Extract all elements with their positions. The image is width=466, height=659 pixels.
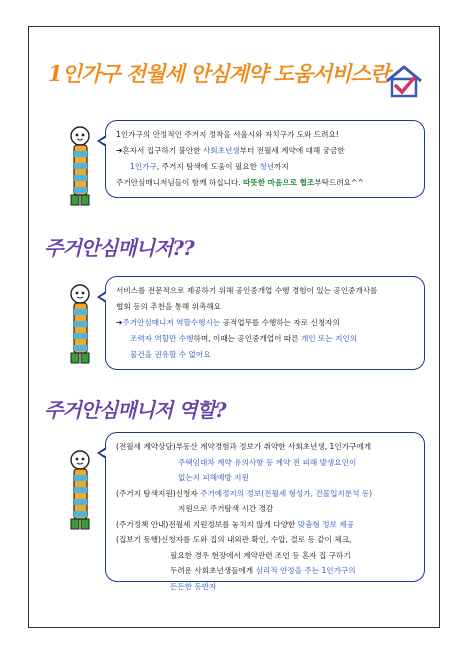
role-item-1-line-2: 주택임대차 계약 유의사항 등 계약 전 피해 발생요인이 bbox=[178, 457, 357, 467]
role-item-4-line-3: 두려운 사회초년생들에게 심리적 안정을 주는 1인가구의 bbox=[170, 566, 356, 575]
manager-box bbox=[105, 276, 425, 370]
mascot-character-icon bbox=[68, 124, 94, 208]
manager-line-1: 서비스를 전문적으로 제공하기 위해 공인중개업 수행 경험이 있는 공인중개사를 bbox=[116, 286, 378, 295]
manager-line-3: ➔주거안심매니저 역할수행시는 공적업무를 수행하는 자로 신청자의 bbox=[116, 318, 340, 327]
intro-line-1: 1인가구의 안정적인 주거지 정착을 서울시와 자치구가 도와 드려요! bbox=[116, 130, 339, 139]
manager-line-5: 물건을 권유할 수 없어요 bbox=[130, 350, 211, 359]
house-check-icon bbox=[384, 64, 424, 100]
role-item-4-line-4: 든든한 동반자 bbox=[170, 581, 217, 591]
intro-line-4: 주거안심매니저님들이 함께 하십니다. 따뜻한 마음으로 협조부탁드려요^^ bbox=[116, 178, 364, 187]
mascot-character-icon bbox=[68, 282, 94, 366]
role-item-4-line-2: 필요한 경우 현장에서 계약관련 조언 등 혼자 집 구하기 bbox=[170, 550, 351, 560]
section-heading-role: 주거안심매니저 역할? bbox=[44, 398, 226, 422]
intro-line-2: ➔혼자서 집구하기 불안한 사회초년생부터 전월세 계약에 대해 궁금한 bbox=[116, 146, 345, 155]
role-item-3-line-1: (주거정책 안내)전월세 지원정보를 놓치지 않게 다양한 맞춤형 정보 제공 bbox=[116, 519, 354, 529]
manager-line-4: 조력자 역할만 수행하며, 이때는 공인중개업이 따른 개인 또는 지인의 bbox=[130, 334, 358, 343]
intro-line-3: 1인가구, 주거지 탐색에 도움이 필요한 청년까지 bbox=[130, 162, 289, 171]
page-title: 1인가구 전월세 안심계약 도움서비스란 bbox=[48, 61, 390, 86]
role-item-1-line-1: (전월세 계약상담)부동산 계약경험과 정보가 취약한 사회초년생, 1인가구에게 bbox=[116, 442, 372, 451]
role-item-2-line-2: 지원으로 주거탐색 시간 경감 bbox=[178, 504, 274, 513]
role-box bbox=[105, 432, 425, 591]
section-heading-manager: 주거안심매니저?? bbox=[44, 236, 194, 260]
role-item-4-line-1: (집보기 동행)신청자를 도와 집의 내외관 확인, 수압, 결로 등 같이 체크, bbox=[116, 535, 352, 544]
role-item-1-line-3: 없는지 피해예방 지원 bbox=[178, 473, 249, 482]
role-item-2-line-1: (주거지 탐색지원)신청자 주거예정지의 정보(전월세 형성가, 건물입지분석 등) bbox=[116, 488, 373, 498]
mascot-character-icon bbox=[68, 448, 94, 532]
manager-line-2: 협회 등의 추천을 통해 위촉해요 bbox=[116, 302, 222, 311]
intro-box bbox=[105, 120, 425, 198]
